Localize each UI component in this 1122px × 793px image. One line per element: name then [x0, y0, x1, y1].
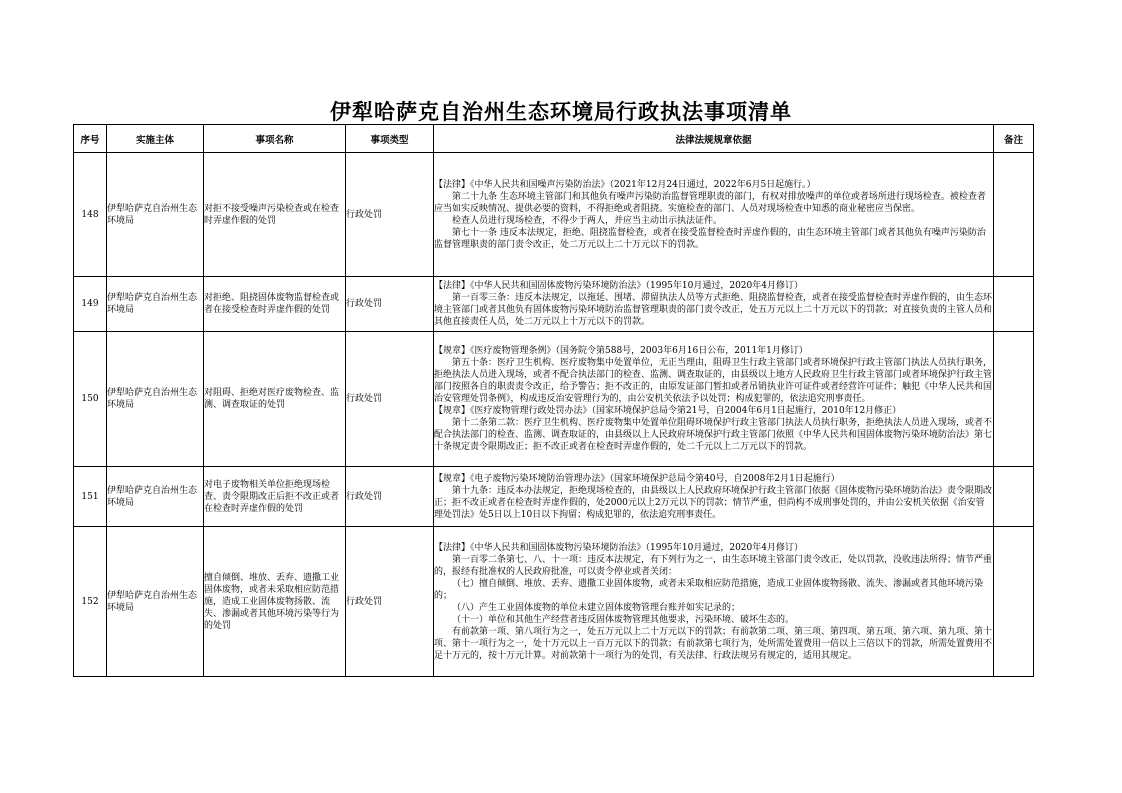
legal-basis-line: 【法律】《中华人民共和国固体废物污染环境防治法》（1995年10月通过，2020年4月修订）	[434, 281, 803, 291]
header-item-name: 事项名称	[204, 125, 346, 153]
header-item-type: 事项类型	[346, 125, 434, 153]
legal-basis-line: 检查人员进行现场检查，不得少于两人，并应当主动出示执法证件。	[452, 215, 723, 226]
table-row	[74, 277, 1034, 332]
row-seq: 149	[74, 277, 107, 332]
legal-basis-line: 【规章】《医疗废物管理条例》（国务院令第588号，2003年6月16日公布，2011年1月修订）	[434, 346, 808, 356]
table-row	[74, 153, 1034, 277]
row-remarks	[994, 467, 1034, 527]
table-row	[74, 467, 1034, 527]
row-item-type: 行政处罚	[346, 153, 434, 277]
row-item-type: 行政处罚	[346, 527, 434, 677]
row-seq: 152	[74, 527, 107, 677]
row-item-name: 对拒绝、阻挠固体废物监督检查或者在接受检查时弄虚作假的处罚	[204, 277, 346, 332]
legal-basis-line: （十一）单位和其他生产经营者违反固体废物管理其他要求，污染环境、破坏生态的。	[452, 614, 795, 625]
enforcement-table	[73, 124, 1034, 677]
legal-basis-line: 第七十一条 违反本法规定，拒绝、阻挠监督检查，或者在接受监督检查时弄虚作假的，由生态环境主管部门或者其他负有噪声污染防治监督管理职责的部门责令改正，处二万元以上二十万元以下的罚款。	[434, 227, 986, 250]
row-item-name: 对拒不接受噪声污染检查或在检查时弄虚作假的处罚	[204, 153, 346, 277]
legal-basis-line: 【法律】《中华人民共和国噪声污染防治法》（2021年12月24日通过，2022年6月5日起施行。）	[434, 179, 816, 190]
page-title: 伊犁哈萨克自治州生态环境局行政执法事项清单	[330, 99, 792, 124]
legal-basis-line: 第一百零三条：违反本法规定，以拖延、围堵、滞留执法人员等方式拒绝、阻挠监督检查，或者在接受监督检查时弄虚作假的，由生态环境主管部门或者其他负有固体废物污染环境防治监督管理职责的部门责令改正，处五万元以上二十万元以下的罚款；对直接负责的主管人员和其他直接责任人员，处二万元以上十万元以下的罚款。	[434, 293, 993, 327]
row-item-type: 行政处罚	[346, 277, 434, 332]
header-seq: 序号	[74, 125, 107, 153]
legal-basis-line: 第二十九条 生态环境主管部门和其他负有噪声污染防治监督管理职责的部门，有权对排放噪声的单位或者场所进行现场检查。被检查者应当如实反映情况、提供必要的资料，不得拒绝或者阻挠。实施检查的部门、人员对现场检查中知悉的商业秘密应当保密。	[434, 191, 986, 214]
row-remarks	[994, 277, 1034, 332]
row-item-name: 擅自倾倒、堆放、丢弃、遗撒工业固体废物，或者未采取相应防范措施，造成工业固体废物扬散、流失、渗漏或者其他环境污染等行为的处罚	[204, 527, 346, 677]
header-legal-basis: 法律法规规章依据	[434, 125, 994, 153]
table-row	[74, 527, 1034, 677]
legal-basis-line: 第五十条：医疗卫生机构、医疗废物集中处置单位，无正当理由，阻碍卫生行政主管部门或者环境保护行政主管部门执法人员执行职务，拒绝执法人员进入现场，或者不配合执法部门的检查、监测、调查取证的，由县级以上地方人民政府卫生行政主管部门或者环境保护行政主管部门按照各自的职责责令改正，给予警告；拒不改正的，由原发证部门暂扣或者吊销执业许可证件或者经营许可证件；触犯《中华人民共和国治安管理处罚条例》，构成违反治安管理行为的，由公安机关依法予以处罚；构成犯罪的，依法追究刑事责任。	[434, 358, 993, 404]
row-item-type: 行政处罚	[346, 332, 434, 467]
legal-basis-line: 【规章】《电子废物污染环境防治管理办法》（国家环境保护总局令第40号，自2008年2月1日起施行）	[434, 473, 840, 484]
legal-basis-line: （七）擅自倾倒、堆放、丢弃、遗撒工业固体废物，或者未采取相应防范措施，造成工业固体废物扬散、流失、渗漏或者其他环境污染的；	[434, 578, 984, 601]
row-item-name: 对阻碍、拒绝对医疗废物检查、监测、调查取证的处罚	[204, 332, 346, 467]
header-remarks: 备注	[994, 125, 1034, 153]
legal-basis-line: 第十九条：违反本办法规定，拒绝现场检查的，由县级以上人民政府环境保护行政主管部门依据《固体废物污染环境防治法》责令限期改正；拒不改正或者在检查时弄虚作假的，处2000元以上2万元以下的罚款；情节严重，但尚构不成刑事处罚的，并由公安机关依据《治安管理处罚法》处5日以上10日以下拘留；构成犯罪的，依法追究刑事责任。	[434, 485, 993, 520]
legal-basis-line: 【规章】《医疗废物管理行政处罚办法》（国家环境保护总局令第21号，自2004年6月1日起施行，2010年12月修正）	[434, 406, 902, 416]
row-item-type: 行政处罚	[346, 467, 434, 527]
row-remarks	[994, 527, 1034, 677]
row-item-name: 对电子废物相关单位拒绝现场检查、责令限期改正后拒不改正或者在检查时弄虚作假的处罚	[204, 467, 346, 527]
row-subject: 伊犁哈萨克自治州生态环境局	[107, 153, 204, 277]
row-seq: 148	[74, 153, 107, 277]
table-row	[74, 332, 1034, 467]
row-seq: 150	[74, 332, 107, 467]
row-subject: 伊犁哈萨克自治州生态环境局	[107, 332, 204, 467]
table-body	[74, 153, 1034, 677]
legal-basis-line: 第一百零二条第七、八、十一项：违反本法规定，有下列行为之一，由生态环境主管部门责令改正，处以罚款，没收违法所得；情节严重的，报经有批准权的人民政府批准，可以责令停业或者关闭：	[434, 554, 993, 577]
row-legal-basis	[434, 153, 994, 277]
row-subject: 伊犁哈萨克自治州生态环境局	[107, 277, 204, 332]
legal-basis-line: 有前款第一项、第八项行为之一，处五万元以上二十万元以下的罚款；有前款第二项、第三项、第四项、第五项、第六项、第九项、第十项、第十一项行为之一，处十万元以上一百万元以下的罚款；有前款第七项行为，处所需处置费用一倍以上三倍以下的罚款，所需处置费用不足十万元的，按十万元计算。对前款第十一项行为的处罚，有关法律、行政法规另有规定的，适用其规定。	[434, 626, 993, 661]
legal-basis-line: 【法律】《中华人民共和国固体废物污染环境防治法》（1995年10月通过，2020年4月修订）	[434, 542, 803, 553]
legal-basis-line: 第十二条第二款：医疗卫生机构、医疗废物集中处置单位阻碍环境保护行政主管部门执法人员执行职务，拒绝执法人员进入现场，或者不配合执法部门的检查、监测、调查取证的，由县级以上人民政府环境保护行政主管部门依照《中华人民共和国固体废物污染环境防治法》第七十条规定责令限期改正；拒不改正或者在检查时弄虚作假的，处二千元以上二万元以下的罚款。	[434, 418, 993, 452]
header-row	[74, 125, 1034, 153]
row-remarks	[994, 332, 1034, 467]
row-subject: 伊犁哈萨克自治州生态环境局	[107, 467, 204, 527]
legal-basis-line: （八）产生工业固体废物的单位未建立固体废物管理台账并如实记录的；	[452, 602, 741, 613]
row-legal-basis	[434, 467, 994, 527]
row-legal-basis	[434, 527, 994, 677]
row-seq: 151	[74, 467, 107, 527]
header-subject: 实施主体	[107, 125, 204, 153]
row-subject: 伊犁哈萨克自治州生态环境局	[107, 527, 204, 677]
row-legal-basis	[434, 277, 994, 332]
row-legal-basis	[434, 332, 994, 467]
row-remarks	[994, 153, 1034, 277]
